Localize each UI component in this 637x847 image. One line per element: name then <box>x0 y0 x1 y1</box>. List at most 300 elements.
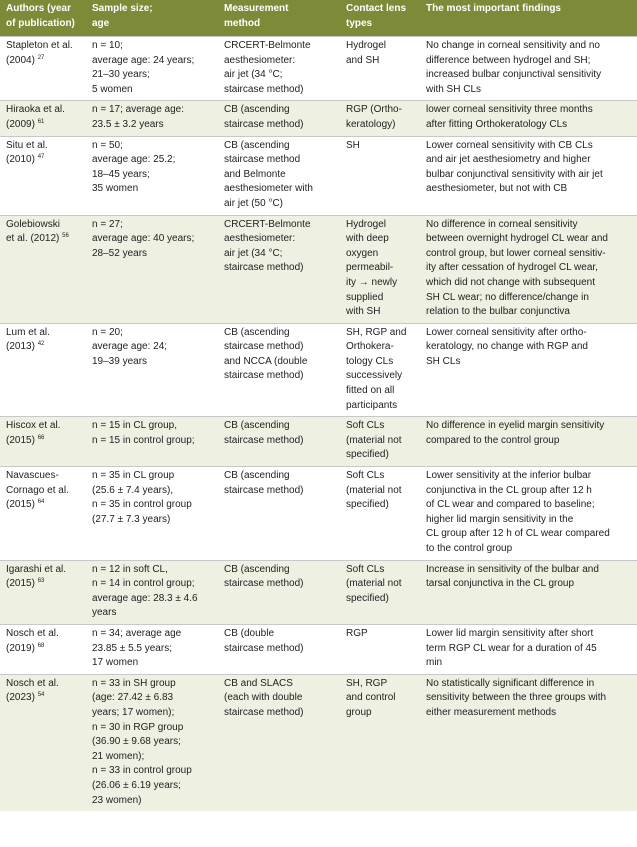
cell-line <box>92 83 214 98</box>
cell-line <box>426 656 633 671</box>
cell-text: conjunctiva in the CL group after 12 h <box>426 484 592 496</box>
cell-line <box>346 54 414 69</box>
cell-text: Contact lens <box>346 3 407 14</box>
cell-text: Cornago et al. <box>6 484 69 496</box>
cell-text: staircase method) <box>224 434 304 446</box>
cell-text: of CL wear and compared to baseline; <box>426 499 595 511</box>
cell-line <box>346 563 414 578</box>
cell-author <box>0 323 86 417</box>
cell-line <box>346 118 414 133</box>
cell-line <box>426 276 633 291</box>
header-findings <box>418 0 637 37</box>
cell-text: average age: 24 years; <box>92 54 195 66</box>
cell-text: 21–30 years; <box>92 69 150 81</box>
cell-text: aesthesiometer: <box>224 54 296 66</box>
cell-line <box>92 168 214 183</box>
cell-text: RGP (Ortho- <box>346 104 402 116</box>
cell-line <box>92 2 214 17</box>
cell-author <box>0 467 86 561</box>
cell-line <box>346 218 414 233</box>
cell-text: Nosch et al. <box>6 627 59 639</box>
reference-number: 47 <box>37 154 45 161</box>
cell-line <box>92 606 214 621</box>
cell-line <box>426 68 633 83</box>
cell-findings <box>418 624 637 674</box>
cell-text: (2010) <box>6 154 35 166</box>
cell-lens <box>340 215 418 323</box>
table-row <box>0 37 637 101</box>
cell-text: staircase method) <box>224 370 304 382</box>
cell-line <box>426 168 633 183</box>
cell-line <box>224 139 336 154</box>
cell-text: ity → newly <box>346 276 398 288</box>
cell-text: (2015) <box>6 499 35 511</box>
cell-line <box>92 326 214 341</box>
cell-line <box>426 118 633 133</box>
cell-line <box>92 419 214 434</box>
cell-line <box>426 642 633 657</box>
cell-line <box>92 735 214 750</box>
cell-line <box>6 434 82 449</box>
cell-line <box>224 83 336 98</box>
cell-line <box>92 592 214 607</box>
cell-text: SH CL wear; no difference/change in <box>426 291 589 303</box>
cell-sample <box>86 215 218 323</box>
cell-text: Soft CLs <box>346 420 385 432</box>
cell-text: average age: 25.2; <box>92 154 176 166</box>
cell-line <box>426 83 633 98</box>
cell-line <box>6 484 82 499</box>
cell-line <box>346 706 414 721</box>
cell-text: and NCCA (double <box>224 355 308 367</box>
cell-text: n = 14 in control group; <box>92 578 195 590</box>
cell-text: (material not <box>346 484 402 496</box>
cell-lens <box>340 101 418 136</box>
cell-text: tarsal conjunctiva in the CL group <box>426 578 575 590</box>
cell-line <box>426 498 633 513</box>
cell-sample <box>86 674 218 811</box>
cell-text: Golebiowski <box>6 218 60 230</box>
cell-text: average age: 24; <box>92 341 168 353</box>
cell-text: keratology) <box>346 118 396 130</box>
cell-text: fitted on all <box>346 385 395 397</box>
cell-method <box>218 417 340 467</box>
cell-text: types <box>346 17 373 29</box>
cell-text: 35 women <box>92 183 139 195</box>
cell-text: bulbar conjunctival sensitivity with air jet <box>426 168 603 180</box>
cell-line <box>6 419 82 434</box>
reference-wrap <box>35 692 44 703</box>
cell-text: (26.06 ± 6.19 years; <box>92 779 181 791</box>
cell-line <box>426 2 633 17</box>
cell-text: (36.90 ± 9.68 years; <box>92 736 181 748</box>
cell-line <box>426 355 633 370</box>
cell-text: difference between hydrogel and SH; <box>426 54 591 66</box>
cell-text: lower corneal sensitivity three months <box>426 104 593 116</box>
cell-line <box>92 513 214 528</box>
cell-line <box>92 182 214 197</box>
cell-sample <box>86 624 218 674</box>
cell-lens <box>340 560 418 624</box>
cell-author <box>0 624 86 674</box>
cell-line <box>426 542 633 557</box>
cell-text: n = 15 in CL group, <box>92 420 177 432</box>
cell-author <box>0 37 86 101</box>
cell-text: 23.5 ± 3.2 years <box>92 118 164 130</box>
cell-line <box>346 305 414 320</box>
reference-number: 66 <box>37 434 45 441</box>
table-row <box>0 101 637 136</box>
cell-text: air jet (34 °C; <box>224 69 283 81</box>
cell-text: SH <box>346 139 360 151</box>
cell-text: Lower lid margin sensitivity after short <box>426 627 594 639</box>
cell-author <box>0 215 86 323</box>
cell-line <box>92 750 214 765</box>
cell-line <box>92 691 214 706</box>
cell-line <box>92 247 214 262</box>
cell-line <box>426 527 633 542</box>
cell-line <box>224 326 336 341</box>
cell-text: participants <box>346 399 398 411</box>
reference-wrap <box>59 233 68 244</box>
cell-text: Sample size; <box>92 3 153 14</box>
cell-text: and SH <box>346 54 380 66</box>
cell-line <box>6 691 82 706</box>
cell-findings <box>418 417 637 467</box>
cell-text: Orthokera- <box>346 341 394 353</box>
cell-text: CRCERT-Belmonte <box>224 40 311 51</box>
cell-line <box>224 563 336 578</box>
cell-text: n = 12 in soft CL, <box>92 563 168 575</box>
cell-text: staircase method) <box>224 706 304 718</box>
cell-line <box>92 153 214 168</box>
cell-text: No change in corneal sensitivity and no <box>426 40 600 51</box>
cell-text: SH CLs <box>426 355 461 367</box>
cell-line <box>6 677 82 692</box>
cell-text: 21 women); <box>92 750 145 762</box>
cell-text: years; 17 women); <box>92 706 175 718</box>
cell-line <box>92 721 214 736</box>
cell-text: n = 33 in SH group <box>92 677 176 689</box>
cell-lens <box>340 674 418 811</box>
cell-text: staircase method) <box>224 642 304 654</box>
cell-line <box>426 434 633 449</box>
reference-wrap <box>35 119 44 130</box>
table-row <box>0 624 637 674</box>
cell-line <box>346 326 414 341</box>
table-row <box>0 323 637 417</box>
cell-text: sensitivity between the three groups with <box>426 692 607 704</box>
cell-line <box>224 340 336 355</box>
cell-line <box>224 484 336 499</box>
cell-text: permeabil- <box>346 262 394 274</box>
cell-line <box>346 592 414 607</box>
cell-line <box>6 2 82 17</box>
cell-line <box>346 340 414 355</box>
cell-text: with SH CLs <box>426 83 482 95</box>
cell-sample <box>86 37 218 101</box>
cell-line <box>426 218 633 233</box>
cell-text: (each with double <box>224 692 303 704</box>
cell-line <box>224 218 336 233</box>
cell-line <box>92 17 214 32</box>
cell-text: ity after cessation of hydrogel CL wear, <box>426 262 598 274</box>
cell-method <box>218 624 340 674</box>
cell-findings <box>418 37 637 101</box>
header-sample <box>86 0 218 37</box>
cell-line <box>92 656 214 671</box>
cell-line <box>92 563 214 578</box>
cell-line <box>224 577 336 592</box>
cell-line <box>6 577 82 592</box>
cell-method <box>218 560 340 624</box>
cell-text: (2015) <box>6 434 35 446</box>
table-row <box>0 215 637 323</box>
cell-line <box>426 305 633 320</box>
reference-number: 63 <box>37 578 45 585</box>
table-row <box>0 674 637 811</box>
cell-line <box>224 642 336 657</box>
cell-text: No statistically significant difference in <box>426 677 595 689</box>
cell-line <box>92 139 214 154</box>
cell-text: (age: 27.42 ± 6.83 <box>92 692 174 704</box>
cell-text: n = 17; average age: <box>92 104 185 116</box>
table-body <box>0 37 637 812</box>
cell-text: CB (ascending <box>224 104 290 116</box>
cell-line <box>92 794 214 809</box>
reference-wrap <box>35 435 44 446</box>
cell-text: Situ et al. <box>6 139 48 151</box>
cell-text: oxygen <box>346 247 379 259</box>
cell-line <box>346 17 414 32</box>
cell-line <box>224 118 336 133</box>
reference-number: 54 <box>37 692 45 699</box>
cell-text: CL group after 12 h of CL wear compared <box>426 528 610 540</box>
cell-text: CB (ascending <box>224 563 290 575</box>
cell-text: Nosch et al. <box>6 677 59 689</box>
cell-line <box>426 103 633 118</box>
cell-text: Soft CLs <box>346 563 385 575</box>
cell-line <box>92 103 214 118</box>
cell-sample <box>86 323 218 417</box>
cell-line <box>346 232 414 247</box>
cell-line <box>426 139 633 154</box>
cell-text: n = 35 in CL group <box>92 470 175 482</box>
cell-text: Hiraoka et al. <box>6 104 65 116</box>
cell-text: CRCERT-Belmonte <box>224 218 311 230</box>
cell-line <box>6 39 82 54</box>
cell-line <box>92 484 214 499</box>
reference-wrap <box>35 578 44 589</box>
cell-line <box>224 247 336 262</box>
cell-sample <box>86 467 218 561</box>
cell-text: n = 50; <box>92 139 123 151</box>
cell-line <box>426 39 633 54</box>
cell-line <box>346 247 414 262</box>
cell-line <box>426 232 633 247</box>
cell-text: group <box>346 706 372 718</box>
cell-line <box>224 434 336 449</box>
cell-text: aesthesiometer with <box>224 183 313 195</box>
reference-number: 56 <box>62 233 69 240</box>
cell-line <box>6 469 82 484</box>
cell-line <box>6 54 82 69</box>
table-row <box>0 136 637 215</box>
cell-line <box>346 276 414 291</box>
cell-line <box>92 68 214 83</box>
cell-line <box>426 261 633 276</box>
table-row <box>0 417 637 467</box>
cell-text: CB and SLACS <box>224 677 293 689</box>
cell-author <box>0 417 86 467</box>
cell-text: Hydrogel <box>346 40 387 51</box>
cell-line <box>426 577 633 592</box>
cell-text: Lower sensitivity at the inferior bulbar <box>426 470 592 482</box>
cell-line <box>224 182 336 197</box>
cell-line <box>92 355 214 370</box>
cell-text: (2019) <box>6 642 35 654</box>
cell-line <box>224 232 336 247</box>
cell-text: Measurement <box>224 3 289 14</box>
cell-line <box>92 677 214 692</box>
cell-line <box>346 691 414 706</box>
cell-text: 19–39 years <box>92 355 148 367</box>
cell-line <box>92 340 214 355</box>
cell-text: n = 27; <box>92 218 123 230</box>
reference-wrap <box>35 499 44 510</box>
cell-line <box>6 563 82 578</box>
cell-text: successively <box>346 370 403 382</box>
cell-text: method <box>224 17 261 29</box>
header-row <box>0 0 637 37</box>
cell-text: (2009) <box>6 118 35 130</box>
cell-line <box>92 469 214 484</box>
cell-line <box>426 691 633 706</box>
cell-text: (2004) <box>6 54 35 66</box>
cell-line <box>224 419 336 434</box>
header-lens <box>340 0 418 37</box>
cell-text: relation to the bulbar conjunctiva <box>426 306 570 318</box>
cell-line <box>224 355 336 370</box>
cell-line <box>346 139 414 154</box>
cell-line <box>426 563 633 578</box>
cell-text: which did not change with subsequent <box>426 276 596 288</box>
cell-text: aesthesiometer: <box>224 233 296 245</box>
cell-text: Navascues- <box>6 470 59 482</box>
cell-line <box>346 577 414 592</box>
cell-sample <box>86 101 218 136</box>
cell-line <box>346 261 414 276</box>
cell-text: air jet (50 °C) <box>224 197 284 209</box>
cell-line <box>224 68 336 83</box>
cell-line <box>346 484 414 499</box>
cell-text: min <box>426 657 443 669</box>
reference-number: 68 <box>37 642 45 649</box>
cell-line <box>224 691 336 706</box>
cell-line <box>6 17 82 32</box>
cell-line <box>92 779 214 794</box>
cell-lens <box>340 624 418 674</box>
cell-text: (27.7 ± 7.3 years) <box>92 513 171 525</box>
cell-line <box>346 103 414 118</box>
cell-line <box>426 469 633 484</box>
cell-text: Lum et al. <box>6 326 50 338</box>
cell-line <box>6 103 82 118</box>
cell-text: CB (ascending <box>224 470 290 482</box>
cell-method <box>218 674 340 811</box>
cell-line <box>224 39 336 54</box>
cell-text: SH, RGP and <box>346 326 407 338</box>
cell-line <box>426 291 633 306</box>
cell-line <box>224 54 336 69</box>
reference-wrap <box>35 643 44 654</box>
cell-text: control group, but lower corneal sensitiv- <box>426 247 606 259</box>
cell-text: age <box>92 17 110 29</box>
cell-text: (2013) <box>6 341 35 353</box>
cell-text: n = 10; <box>92 40 123 51</box>
cell-line <box>426 182 633 197</box>
cell-text: CB (ascending <box>224 139 290 151</box>
cell-text: specified) <box>346 499 389 511</box>
reference-number: 61 <box>37 118 45 125</box>
cell-text: No difference in eyelid margin sensitivity <box>426 420 605 432</box>
cell-text: SH, RGP <box>346 677 388 689</box>
cell-line <box>346 291 414 306</box>
cell-line <box>92 232 214 247</box>
cell-text: Lower corneal sensitivity after ortho- <box>426 326 587 338</box>
cell-text: higher lid margin sensitivity in the <box>426 513 574 525</box>
cell-line <box>224 369 336 384</box>
cell-line <box>346 39 414 54</box>
cell-text: Hydrogel <box>346 218 387 230</box>
cell-line <box>6 326 82 341</box>
cell-text: 28–52 years <box>92 247 148 259</box>
cell-line <box>346 434 414 449</box>
cell-line <box>6 139 82 154</box>
cell-line <box>6 218 82 233</box>
cell-line <box>6 627 82 642</box>
cell-line <box>92 764 214 779</box>
cell-text: n = 35 in control group <box>92 499 192 511</box>
header-method <box>218 0 340 37</box>
cell-line <box>346 399 414 414</box>
cell-line <box>224 706 336 721</box>
cell-text: CB (ascending <box>224 326 290 338</box>
cell-text: n = 20; <box>92 326 123 338</box>
cell-findings <box>418 674 637 811</box>
cell-text: Lower corneal sensitivity with CB CLs <box>426 139 593 151</box>
cell-text: n = 33 in control group <box>92 765 192 777</box>
cell-text: et al. (2012) <box>6 233 60 245</box>
cell-text: compared to the control group <box>426 434 560 446</box>
cell-lens <box>340 417 418 467</box>
cell-sample <box>86 417 218 467</box>
reference-number: 64 <box>37 499 45 506</box>
cell-text: and Belmonte <box>224 168 286 180</box>
cell-line <box>6 340 82 355</box>
cell-line <box>346 369 414 384</box>
cell-line <box>224 677 336 692</box>
cell-text: between overnight hydrogel CL wear and <box>426 233 608 245</box>
cell-text: specified) <box>346 449 389 461</box>
cell-author <box>0 136 86 215</box>
cell-line <box>426 677 633 692</box>
cell-line <box>224 197 336 212</box>
cell-line <box>426 706 633 721</box>
cell-line <box>92 218 214 233</box>
cell-line <box>346 384 414 399</box>
cell-findings <box>418 323 637 417</box>
